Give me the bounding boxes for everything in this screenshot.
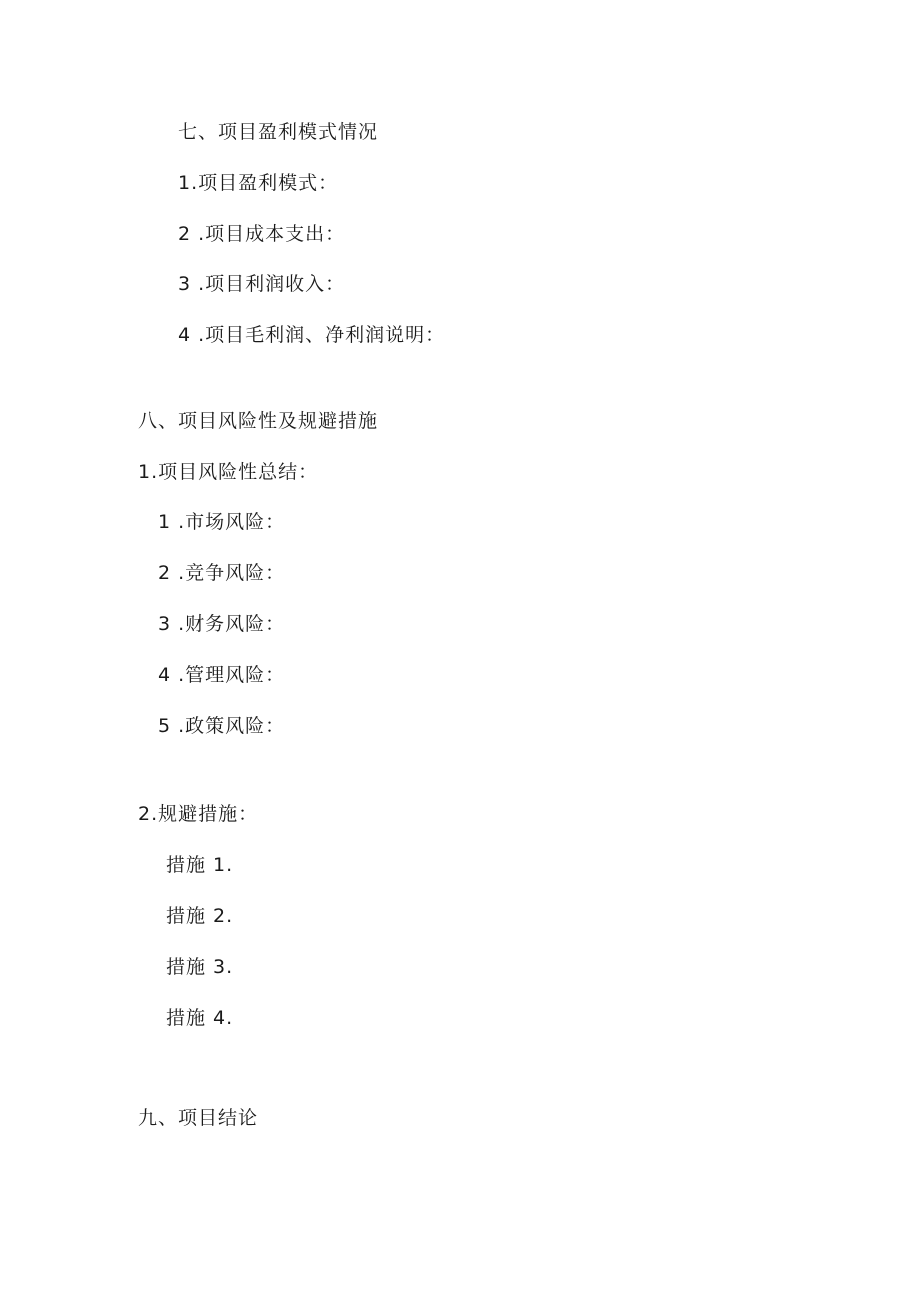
section-7-item-2: 2 .项目成本支出： <box>178 223 346 245</box>
section-7-item-1: 1.项目盈利模式： <box>178 172 339 194</box>
risk-summary-title: 1.项目风险性总结： <box>138 461 319 483</box>
risk-item-2: 2 .竞争风险： <box>158 562 286 584</box>
measure-item-3: 措施 3. <box>166 956 234 978</box>
measure-item-4: 措施 4. <box>166 1007 234 1029</box>
risk-item-3: 3 .财务风险： <box>158 613 286 635</box>
section-7-heading: 七、项目盈利模式情况 <box>178 121 379 143</box>
risk-item-4: 4 .管理风险： <box>158 664 286 686</box>
risk-item-1: 1 .市场风险： <box>158 511 286 533</box>
section-7-item-4: 4 .项目毛利润、净利润说明： <box>178 324 446 346</box>
measure-item-1: 措施 1. <box>166 854 234 876</box>
section-7-item-3: 3 .项目利润收入： <box>178 273 346 295</box>
section-9-heading: 九、项目结论 <box>138 1107 259 1129</box>
section-8-heading: 八、项目风险性及规避措施 <box>138 410 379 432</box>
measure-item-2: 措施 2. <box>166 905 234 927</box>
risk-item-5: 5 .政策风险： <box>158 715 286 737</box>
measures-title: 2.规避措施： <box>138 803 259 825</box>
